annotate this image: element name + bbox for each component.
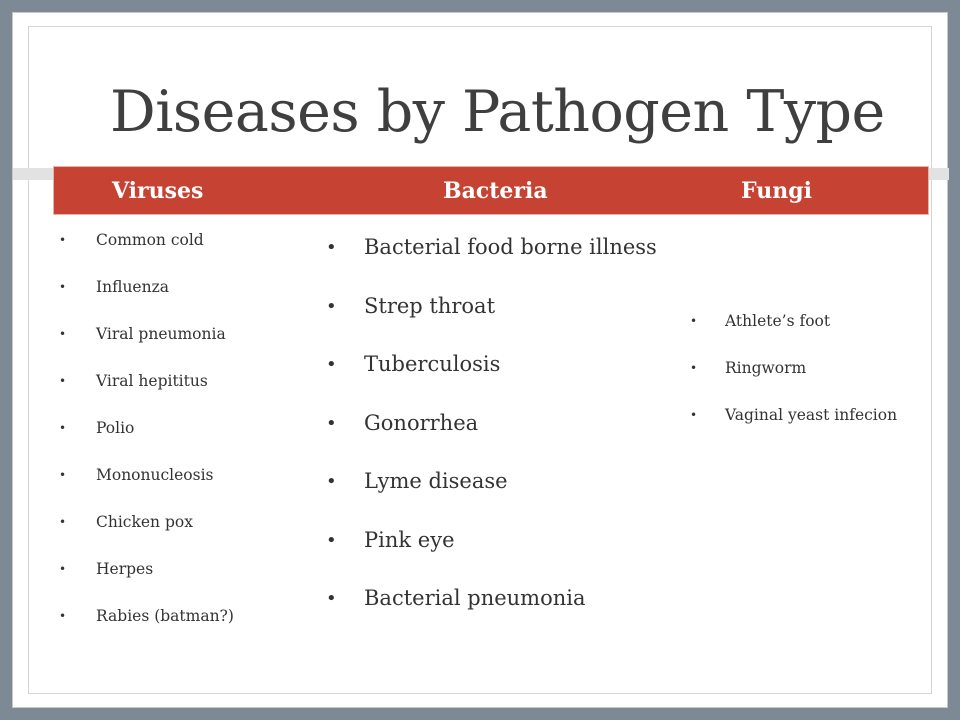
list-item [690, 359, 897, 406]
fungi-list [690, 312, 897, 453]
list-item-label: Rabies (batman?) [96, 607, 234, 625]
list-item-label: Ringworm [725, 359, 807, 377]
list-item [326, 528, 657, 587]
list-item-label: Athlete’s foot [725, 312, 831, 330]
list-item [326, 235, 657, 294]
list-item-label: Influenza [96, 278, 169, 296]
bullet-icon: • [326, 529, 337, 551]
list-item-label: Vaginal yeast infecion [725, 406, 898, 424]
list-item-label: Herpes [96, 560, 154, 578]
list-item [59, 513, 234, 560]
list-item-label: Polio [96, 419, 135, 437]
list-item [59, 278, 234, 325]
list-item-label: Pink eye [364, 527, 455, 552]
list-item [59, 419, 234, 466]
bullet-icon: • [59, 515, 67, 529]
list-item-label: Viral pneumonia [96, 325, 226, 343]
bullet-icon: • [326, 237, 337, 258]
list-item-label: Gonorrhea [364, 410, 479, 435]
heading-bacteria: Bacteria [443, 178, 548, 204]
list-item-label: Lyme disease [364, 469, 508, 493]
list-item-label: Chicken pox [96, 513, 193, 531]
list-item [59, 325, 234, 372]
list-item-label: Tuberculosis [364, 352, 501, 376]
bullet-icon: • [59, 233, 67, 247]
column-header-bar [53, 166, 929, 215]
list-item [326, 294, 657, 353]
bullet-icon: • [326, 354, 337, 375]
bullet-icon: • [690, 408, 698, 422]
list-item-label: Strep throat [364, 293, 496, 318]
bullet-icon: • [326, 588, 337, 609]
list-item [326, 586, 657, 645]
bullet-icon: • [59, 468, 67, 482]
bullet-icon: • [59, 562, 67, 576]
list-item [690, 312, 897, 359]
list-item-label: Common cold [96, 231, 204, 249]
list-item [326, 352, 657, 411]
bullet-icon: • [59, 327, 67, 341]
heading-fungi: Fungi [741, 178, 812, 204]
bullet-icon: • [690, 361, 698, 375]
bullet-icon: • [59, 374, 67, 388]
slide [12, 12, 948, 708]
list-item-label: Mononucleosis [96, 466, 214, 484]
bullet-icon: • [59, 609, 67, 623]
list-item [690, 406, 897, 453]
list-item [59, 231, 234, 278]
heading-viruses: Viruses [112, 178, 204, 204]
bullet-icon: • [59, 421, 67, 435]
list-item [59, 466, 234, 513]
list-item [326, 469, 657, 528]
bullet-icon: • [326, 295, 337, 317]
list-item-label: Bacterial pneumonia [364, 586, 586, 610]
bullet-icon: • [326, 471, 337, 492]
bullet-icon: • [690, 314, 698, 328]
list-item-label: Viral hepititus [96, 372, 208, 390]
list-item [59, 372, 234, 419]
list-item [59, 607, 234, 654]
bullet-icon: • [326, 412, 337, 434]
bullet-icon: • [59, 280, 67, 294]
slide-title: Diseases by Pathogen Type [110, 79, 885, 145]
list-item [326, 411, 657, 470]
list-item-label: Bacterial food borne illness [364, 235, 657, 259]
list-item [59, 560, 234, 607]
viruses-list [59, 231, 234, 654]
bacteria-list [326, 235, 657, 645]
